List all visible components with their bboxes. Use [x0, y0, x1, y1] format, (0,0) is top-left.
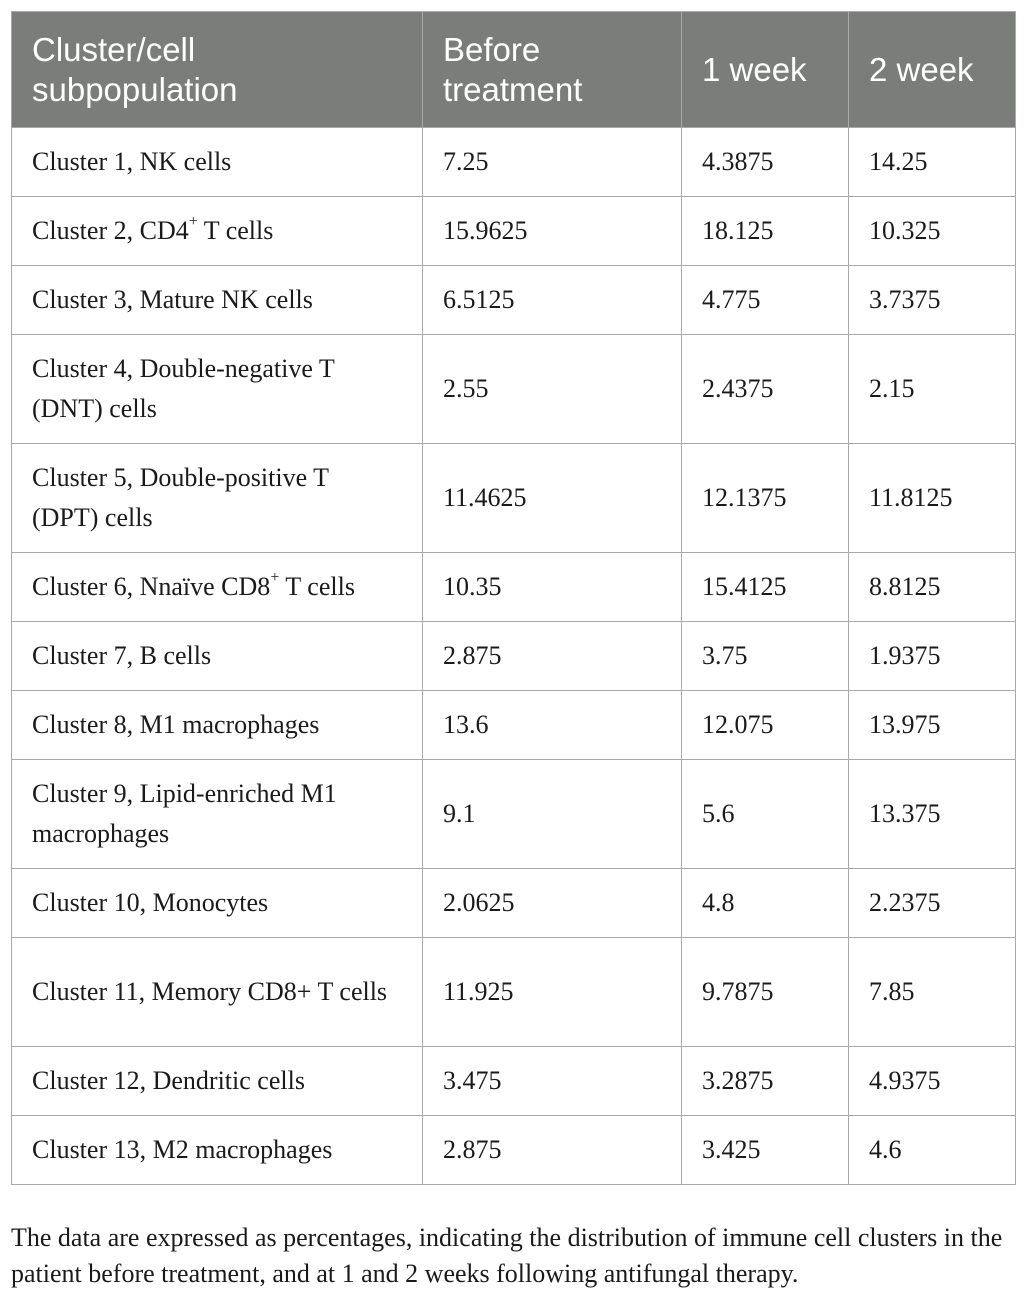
table-row — [12, 266, 1016, 335]
data-table-container — [11, 11, 1015, 1185]
row-label-text: Cluster 3, Mature NK cells — [32, 285, 313, 314]
cell-2-week: 14.25 — [849, 128, 1016, 197]
row-label — [12, 691, 423, 760]
row-label-text: Cluster 10, Monocytes — [32, 888, 269, 917]
row-label-text: Cluster 1, NK cells — [32, 147, 232, 176]
row-label-superscript: + — [270, 569, 280, 587]
row-label-text: Cluster 2, CD4 — [32, 216, 189, 245]
cell-1-week: 3.425 — [682, 1116, 849, 1185]
row-label — [12, 128, 423, 197]
cell-1-week: 4.8 — [682, 869, 849, 938]
cell-2-week: 4.6 — [849, 1116, 1016, 1185]
cell-1-week: 2.4375 — [682, 335, 849, 444]
table-row — [12, 760, 1016, 869]
table-row — [12, 869, 1016, 938]
row-label-text: Cluster 9, Lipid-enriched M1 macrophages — [32, 779, 337, 848]
cell-before-treatment: 15.9625 — [423, 197, 682, 266]
cell-1-week: 18.125 — [682, 197, 849, 266]
row-label-text: Cluster 7, B cells — [32, 641, 212, 670]
cell-1-week: 12.075 — [682, 691, 849, 760]
row-label-suffix: T cells — [197, 216, 274, 245]
row-label-text: Cluster 8, M1 macrophages — [32, 710, 320, 739]
cell-2-week: 3.7375 — [849, 266, 1016, 335]
row-label — [12, 622, 423, 691]
cell-2-week: 13.375 — [849, 760, 1016, 869]
table-row — [12, 197, 1016, 266]
table-row — [12, 1047, 1016, 1116]
cell-2-week: 10.325 — [849, 197, 1016, 266]
cell-2-week: 4.9375 — [849, 1047, 1016, 1116]
row-label — [12, 938, 423, 1047]
table-row — [12, 938, 1016, 1047]
cell-1-week: 4.3875 — [682, 128, 849, 197]
cell-before-treatment: 13.6 — [423, 691, 682, 760]
row-label-text: Cluster 5, Double-positive T (DPT) cells — [32, 463, 329, 532]
table-row — [12, 553, 1016, 622]
cell-before-treatment: 2.0625 — [423, 869, 682, 938]
row-label-superscript: + — [188, 213, 198, 231]
header-1-week: 1 week — [682, 12, 849, 128]
cell-2-week: 7.85 — [849, 938, 1016, 1047]
row-label — [12, 266, 423, 335]
cell-before-treatment: 2.875 — [423, 1116, 682, 1185]
header-before-treatment: Before treatment — [423, 12, 682, 128]
row-label-suffix: T cells — [279, 572, 355, 601]
cell-2-week: 13.975 — [849, 691, 1016, 760]
cell-1-week: 5.6 — [682, 760, 849, 869]
cell-2-week: 1.9375 — [849, 622, 1016, 691]
row-label — [12, 1047, 423, 1116]
cell-1-week: 3.75 — [682, 622, 849, 691]
row-label — [12, 197, 423, 266]
table-row — [12, 335, 1016, 444]
row-label — [12, 553, 423, 622]
cell-before-treatment: 9.1 — [423, 760, 682, 869]
cell-2-week: 2.15 — [849, 335, 1016, 444]
cell-1-week: 15.4125 — [682, 553, 849, 622]
row-label — [12, 869, 423, 938]
cell-2-week: 8.8125 — [849, 553, 1016, 622]
table-row — [12, 444, 1016, 553]
immune-cell-cluster-table — [11, 11, 1016, 1185]
table-row — [12, 1116, 1016, 1185]
row-label-text: Cluster 6, Nnaïve CD8 — [32, 572, 271, 601]
row-label-text: Cluster 12, Dendritic cells — [32, 1066, 305, 1095]
cell-before-treatment: 11.925 — [423, 938, 682, 1047]
table-row — [12, 691, 1016, 760]
header-2-week: 2 week — [849, 12, 1016, 128]
cell-1-week: 4.775 — [682, 266, 849, 335]
cell-1-week: 9.7875 — [682, 938, 849, 1047]
row-label — [12, 1116, 423, 1185]
row-label — [12, 444, 423, 553]
cell-before-treatment: 3.475 — [423, 1047, 682, 1116]
table-row — [12, 622, 1016, 691]
cell-before-treatment: 7.25 — [423, 128, 682, 197]
row-label-text: Cluster 4, Double-negative T (DNT) cells — [32, 354, 335, 423]
cell-before-treatment: 2.875 — [423, 622, 682, 691]
table-footnote: The data are expressed as percentages, indicating the distribution of immune cell clusters in the patient before treatment, and at 1 and 2 weeks following antifungal therapy. — [11, 1223, 1003, 1288]
table-body — [12, 128, 1016, 1185]
cell-2-week: 11.8125 — [849, 444, 1016, 553]
cell-1-week: 3.2875 — [682, 1047, 849, 1116]
cell-before-treatment: 2.55 — [423, 335, 682, 444]
cell-1-week: 12.1375 — [682, 444, 849, 553]
row-label — [12, 760, 423, 869]
table-row — [12, 128, 1016, 197]
cell-before-treatment: 10.35 — [423, 553, 682, 622]
cell-2-week: 2.2375 — [849, 869, 1016, 938]
header-cluster: Cluster/cell subpopulation — [12, 12, 423, 128]
table-header — [12, 12, 1016, 128]
cell-before-treatment: 11.4625 — [423, 444, 682, 553]
cell-before-treatment: 6.5125 — [423, 266, 682, 335]
header-row — [12, 12, 1016, 128]
row-label-text: Cluster 11, Memory CD8+ T cells — [32, 977, 388, 1006]
row-label-text: Cluster 13, M2 macrophages — [32, 1135, 333, 1164]
row-label — [12, 335, 423, 444]
